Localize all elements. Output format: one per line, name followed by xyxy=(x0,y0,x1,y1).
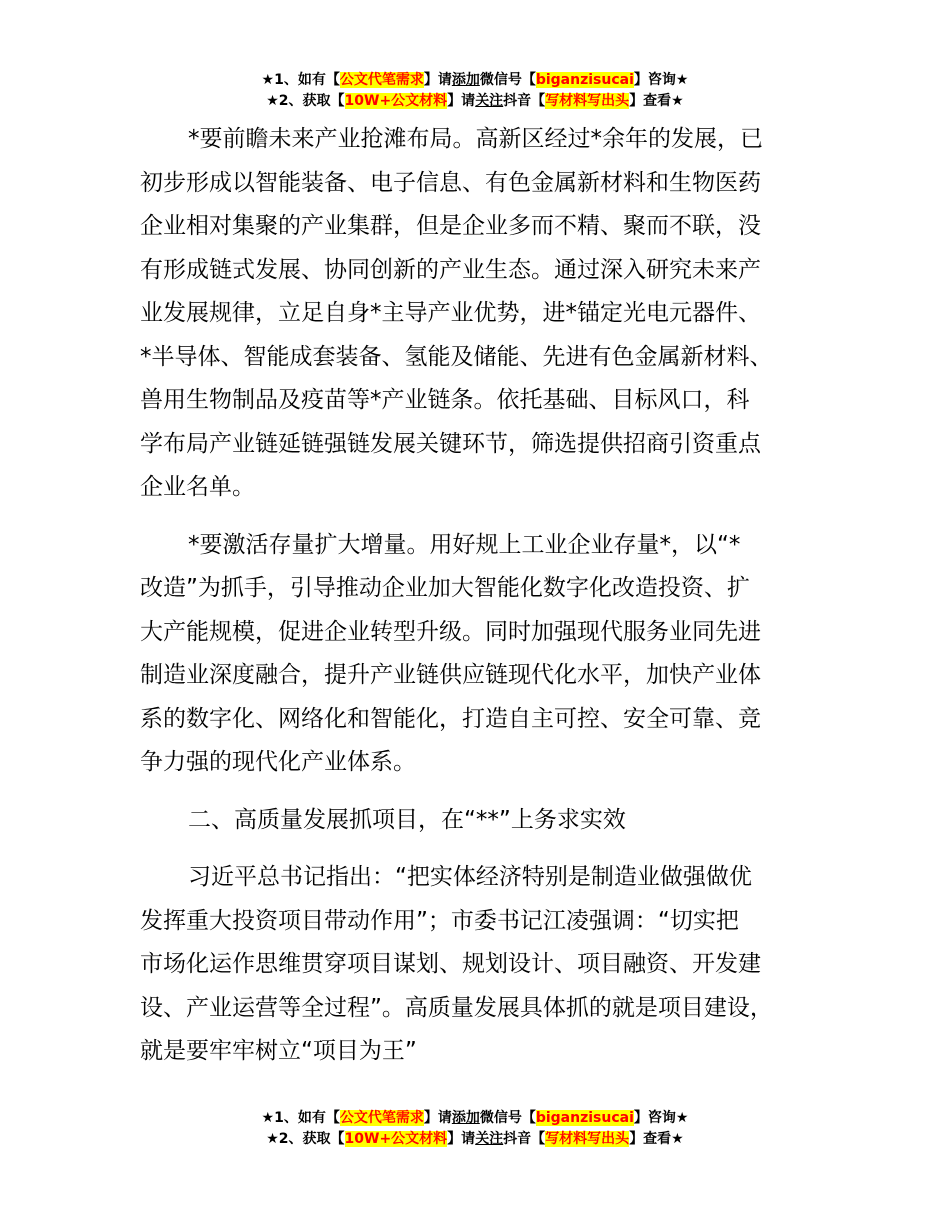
paragraph xyxy=(140,856,840,1074)
text-line: 大产能规模，促进企业转型升级。同时加强现代服务业同先进 xyxy=(140,618,761,645)
banner-highlight: 10W+公文材料 xyxy=(344,1131,448,1147)
text-line: 二、高质量发展抓项目，在“**”上务求实效 xyxy=(188,806,626,833)
paragraph xyxy=(140,118,840,510)
paragraph xyxy=(140,524,840,785)
text-line: *要激活存量扩大增量。用好规上工业企业存量*，以“* xyxy=(188,531,741,558)
banner-line-1: ★1、如有【公文代笔需求】请添加微信号【biganzisucai】咨询★ xyxy=(261,1110,689,1126)
text-line: *要前瞻未来产业抢滩布局。高新区经过*余年的发展，已 xyxy=(188,126,763,152)
banner-line-2: ★2、获取【10W+公文材料】请关注抖音【写材料写出头】查看★ xyxy=(266,93,684,109)
text-line: 设、产业运营等全过程”。高质量发展具体抓的就是项目建设， xyxy=(140,994,773,1021)
text-line: 兽用生物制品及疫苗等*产业链条。依托基础、目标风口，科 xyxy=(140,387,750,413)
banner-line-2: ★2、获取【10W+公文材料】请关注抖音【写材料写出头】查看★ xyxy=(266,1131,684,1147)
text-line: 企业名单。 xyxy=(140,474,255,500)
text-line: *半导体、智能成套装备、氢能及储能、先进有色金属新材料、 xyxy=(140,343,773,370)
banner-highlight: 公文代笔需求 xyxy=(339,1110,424,1126)
text-line: 学布局产业链延链强链发展关键环节，筛选提供招商引资重点 xyxy=(140,430,761,457)
section-heading xyxy=(140,799,840,843)
banner-highlight: 10W+公文材料 xyxy=(344,93,448,109)
text-line: 市场化运作思维贯穿项目谋划、规划设计、项目融资、开发建 xyxy=(140,951,761,977)
banner-highlight: 写材料写出头 xyxy=(545,93,630,109)
text-line: 改造”为抓手，引导推动企业加大智能化数字化改造投资、扩 xyxy=(140,575,750,601)
document-body xyxy=(140,118,840,1074)
text-line: 业发展规律，立足自身*主导产业优势，进*锚定光电元器件、 xyxy=(140,300,761,326)
text-line: 制造业深度融合，提升产业链供应链现代化水平，加快产业体 xyxy=(140,662,761,688)
banner-highlight: 公文代笔需求 xyxy=(339,72,424,88)
text-line: 发挥重大投资项目带动作用”；市委书记江凌强调：“切实把 xyxy=(140,907,739,934)
banner-highlight: 写材料写出头 xyxy=(545,1131,630,1147)
text-line: 初步形成以智能装备、电子信息、有色金属新材料和生物医药 xyxy=(140,169,761,196)
text-line: 系的数字化、网络化和智能化，打造自主可控、安全可靠、竞 xyxy=(140,705,761,732)
text-line: 有形成链式发展、协同创新的产业生态。通过深入研究未来产 xyxy=(140,256,761,283)
footer-banner xyxy=(0,1108,950,1150)
header-banner xyxy=(0,70,950,112)
text-line: 争力强的现代化产业体系。 xyxy=(140,749,416,775)
banner-line-1: ★1、如有【公文代笔需求】请添加微信号【biganzisucai】咨询★ xyxy=(261,72,689,88)
banner-highlight: biganzisucai xyxy=(535,1110,634,1126)
text-line: 习近平总书记指出：“把实体经济特别是制造业做强做优 xyxy=(188,864,752,890)
banner-highlight: biganzisucai xyxy=(535,72,634,88)
text-line: 就是要牢牢树立“项目为王” xyxy=(140,1038,417,1064)
text-line: 企业相对集聚的产业集群，但是企业多而不精、聚而不联，没 xyxy=(140,213,761,239)
